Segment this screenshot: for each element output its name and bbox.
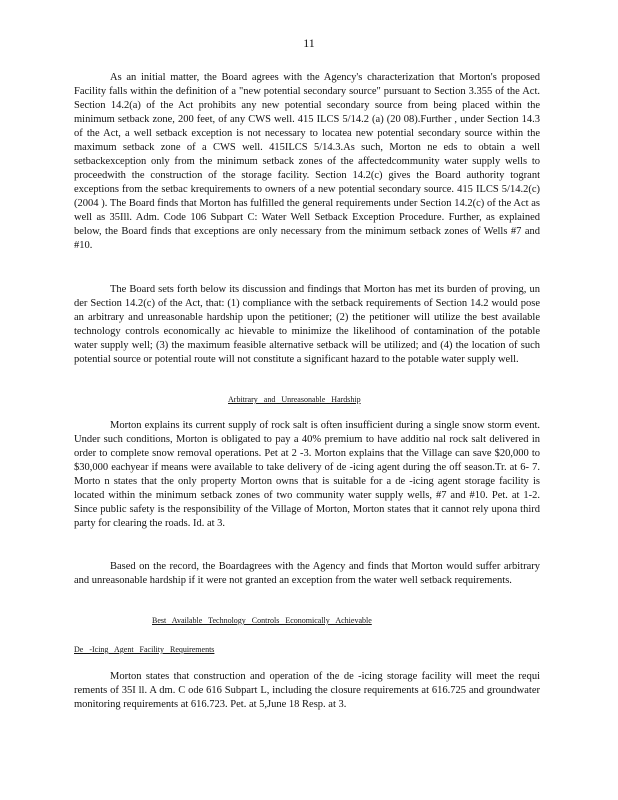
paragraph-facility-requirements: [74, 670, 540, 712]
heading-hardship: Arbitrary and Unreasonable Hardship: [228, 395, 361, 404]
paragraph-board-finding: [74, 560, 540, 588]
paragraph-text: The Board sets forth below its discussion and findings that Morton has met its burden of proving, un der Section 14.2(c) of the Act, that: (1) compliance with the setback requirements of Section 14.2 would pose an arbitrary and unreasonable hardship upon the petitioner; (2) the petitioner will utilize the best available technology controls economically ac hievable to minimize the likelihood of contamination of the potable water supply well; (3) the maximum feasible alternative setback will be utilized; and (4) the location of such potential source or potential route will not constitute a significant hazard to the potable water supply well.: [74, 284, 540, 365]
heading-deicing-facility-requirements: De -Icing Agent Facility Requirements: [74, 645, 215, 654]
heading-best-available-technology: Best Available Technology Controls Economically Achievable: [152, 616, 372, 625]
paragraph-rock-salt-supply: [74, 419, 540, 531]
paragraph-text: Morton states that construction and operation of the de -icing storage facility will meet the requi rements of 35I ll. A dm. C ode 616 Subpart L, including the closure requirements at 616.725 and groundwater monitoring requirements at 616.723. Pet. at 5,June 18 Resp. at 3.: [74, 671, 540, 710]
paragraph-text: As an initial matter, the Board agrees with the Agency's characterization that Morton's proposed Facility falls within the definition of a "new potential secondary source" pursuant to Section 3.355 of the Act. Section 14.2(a) of the Act prohibits any new potential secondary source from being placed within the minimum setback zone, 200 feet, of any CWS well. 415 ILCS 5/14.2 (a) (20 08).Further , under Section 14.3 of the Act, a well setback exception is not necessary to locatea new potential secondary source within the maximum setback zone of a CWS well. 415ILCS 5/14.3.As such, Morton ne eds to obtain a well setbackexception only from the minimum setback zones of the affectedcommunity water supply wells to proceedwith the construction of the storage facility. Section 14.2(c) gives the Board authority togrant exceptions from the setbac krequirements to owners of a new potential secondary source. 415 ILCS 5/14.2(c) (2004 ). The Board finds that Morton has fulfilled the general requirements under Section 14.2(c) of the Act as well as 35Ill. Adm. Code 106 Subpart C: Water Well Setback Exception Procedure. Further, as explained below, the Board finds that exceptions are only necessary from the minimum setback zones of Wells #7 and #10.: [74, 72, 540, 251]
page-number: 11: [303, 36, 315, 50]
paragraph-setback-definition: [74, 71, 540, 253]
paragraph-burden-of-proof: [74, 283, 540, 367]
paragraph-text: Based on the record, the Boardagrees with the Agency and finds that Morton would suffer arbitrary and unreasonable hardship if it were not granted an exception from the water well setback requirements.: [74, 561, 540, 586]
paragraph-text: Morton explains its current supply of rock salt is often insufficient during a single snow storm event. Under such conditions, Morton is obligated to pay a 40% premium to have additio nal rock salt delivered in order to complete snow removal operations. Pet at 2 -3. Morton explains that the Village can save $20,000 to $30,000 eachyear if means were available to take delivery of de -icing agent during the off season.Tr. at 6- 7. Morto n states that the only property Morton owns that is suitable for a de -icing agent storage facility is located within the minimum setback zones of two community water supply wells, #7 and #10. Pet. at 1-2. Since public safety is the responsibility of the Village of Morton, Morton states that it cannot rely upona third party for clearing the roads. Id. at 3.: [74, 420, 540, 529]
